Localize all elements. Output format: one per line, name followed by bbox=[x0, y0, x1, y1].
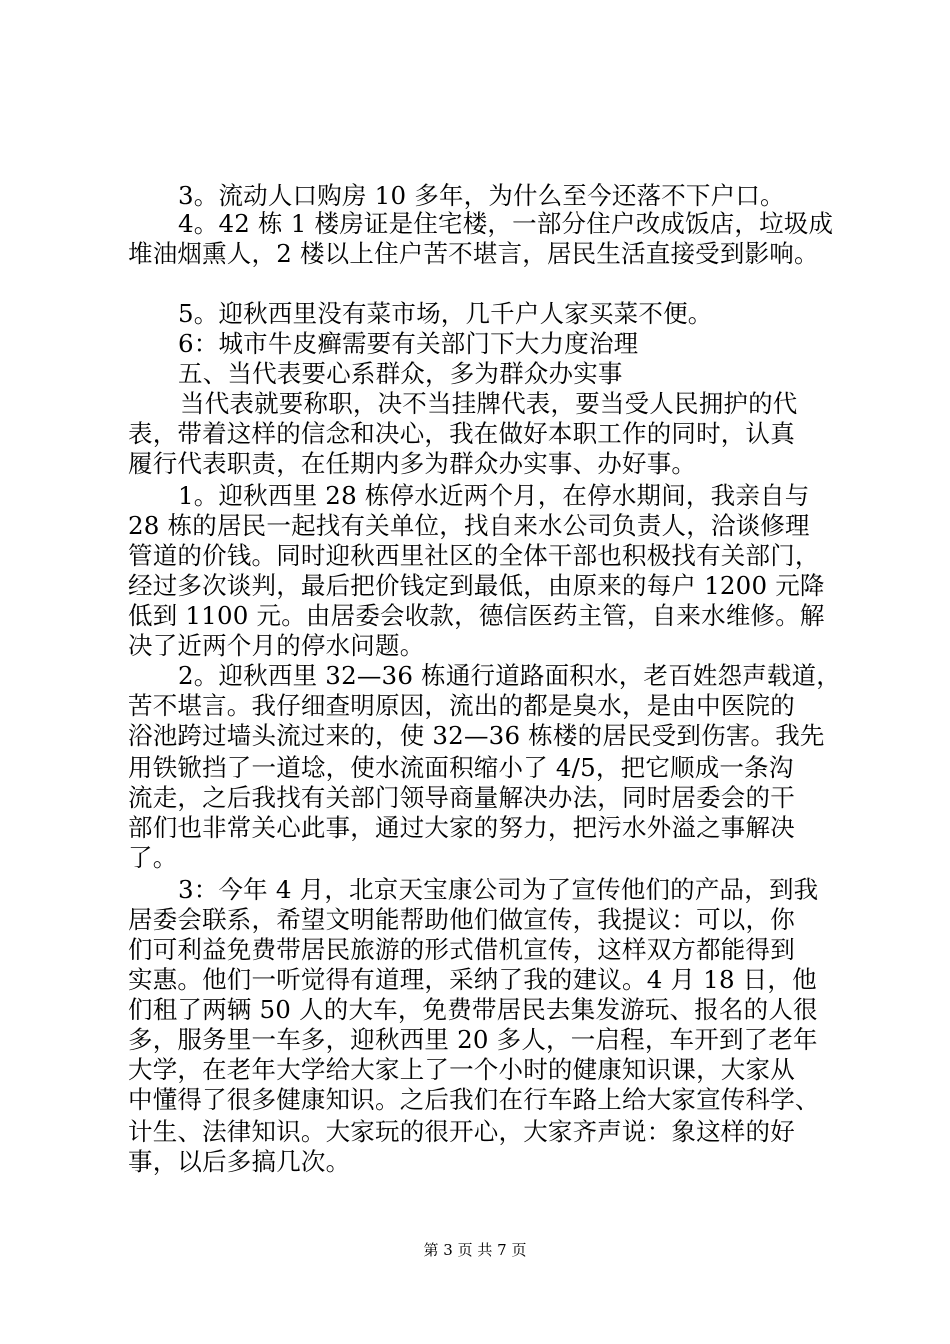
text-line: 了。 bbox=[128, 843, 178, 872]
text-line: 2。迎秋西里 32—36 栋通行道路面积水，老百姓怨声载道， bbox=[178, 661, 842, 690]
text-line: 们租了两辆 50 人的大车，免费带居民去集发游玩、报名的人很 bbox=[128, 995, 818, 1024]
text-line: 管道的价钱。同时迎秋西里社区的全体干部也积极找有关部门， bbox=[128, 541, 820, 570]
text-line: 4。42 栋 1 楼房证是住宅楼，一部分住户改成饭店，垃圾成 bbox=[178, 209, 834, 238]
text-line: 流走，之后我找有关部门领导商量解决办法，同时居委会的干 bbox=[128, 783, 795, 812]
text-line: 计生、法律知识。大家玩的很开心，大家齐声说：象这样的好 bbox=[128, 1117, 795, 1146]
text-line: 们可利益免费带居民旅游的形式借机宣传，这样双方都能得到 bbox=[128, 935, 795, 964]
text-line: 部们也非常关心此事，通过大家的努力，把污水外溢之事解决 bbox=[128, 813, 795, 842]
text-line: 决了近两个月的停水问题。 bbox=[128, 631, 425, 660]
text-line: 1。迎秋西里 28 栋停水近两个月，在停水期间，我亲自与 bbox=[178, 481, 810, 510]
text-line: 3。流动人口购房 10 多年，为什么至今还落不下户口。 bbox=[178, 181, 785, 210]
text-line: 28 栋的居民一起找有关单位，找自来水公司负责人，洽谈修理 bbox=[128, 511, 810, 540]
text-line: 多，服务里一车多，迎秋西里 20 多人，一启程，车开到了老年 bbox=[128, 1025, 818, 1054]
text-line: 低到 1100 元。由居委会收款，德信医药主管，自来水维修。解 bbox=[128, 601, 825, 630]
text-line: 浴池跨过墙头流过来的，使 32—36 栋楼的居民受到伤害。我先 bbox=[128, 721, 825, 750]
text-line: 经过多次谈判，最后把价钱定到最低，由原来的每户 1200 元降 bbox=[128, 571, 825, 600]
text-line: 3：今年 4 月，北京天宝康公司为了宣传他们的产品，到我 bbox=[178, 875, 819, 904]
text-line: 居委会联系，希望文明能帮助他们做宣传，我提议：可以，你 bbox=[128, 905, 795, 934]
page-number-footer: 第 3 页 共 7 页 bbox=[423, 1241, 527, 1259]
text-line: 事，以后多搞几次。 bbox=[128, 1147, 351, 1176]
section-heading: 五、当代表要心系群众，多为群众办实事 bbox=[178, 359, 623, 388]
text-line: 表，带着这样的信念和决心，我在做好本职工作的同时，认真 bbox=[128, 419, 795, 448]
text-line: 用铁锨挡了一道埝，使水流面积缩小了 4/5，把它顺成一条沟 bbox=[128, 753, 794, 782]
text-line: 苦不堪言。我仔细查明原因，流出的都是臭水，是由中医院的 bbox=[128, 691, 795, 720]
text-line: 堆油烟熏人，2 楼以上住户苦不堪言，居民生活直接受到影响。 bbox=[128, 239, 819, 268]
text-line: 当代表就要称职，决不当挂牌代表，要当受人民拥护的代 bbox=[180, 389, 798, 418]
text-line: 大学，在老年大学给大家上了一个小时的健康知识课，大家从 bbox=[128, 1055, 795, 1084]
text-line: 中懂得了很多健康知识。之后我们在行车路上给大家宣传科学、 bbox=[128, 1085, 820, 1114]
text-line: 5。迎秋西里没有菜市场，几千户人家买菜不便。 bbox=[178, 299, 713, 328]
text-line: 履行代表职责，在任期内多为群众办实事、办好事。 bbox=[128, 449, 697, 478]
text-line: 实惠。他们一听觉得有道理，采纳了我的建议。4 月 18 日，他 bbox=[128, 965, 817, 994]
text-line: 6：城市牛皮癣需要有关部门下大力度治理 bbox=[178, 329, 639, 358]
